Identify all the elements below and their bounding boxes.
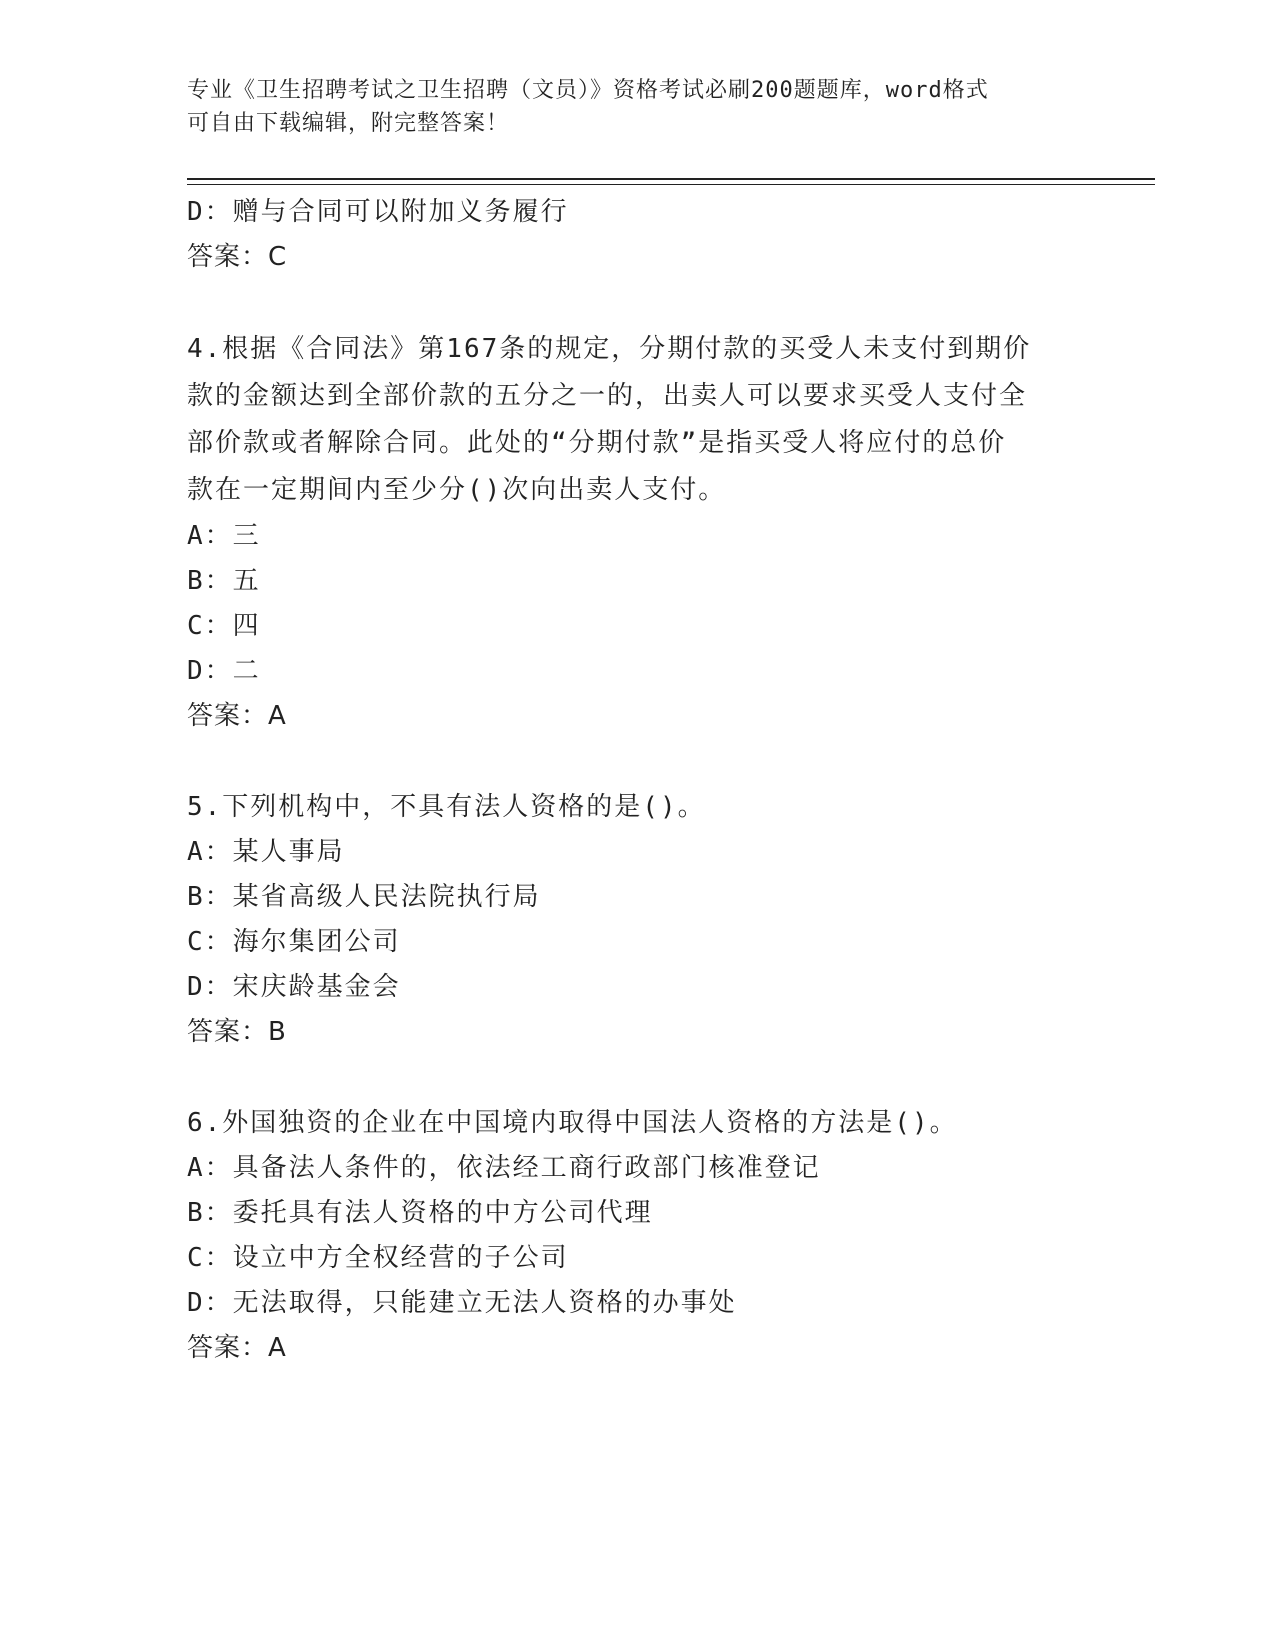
option-b: B：委托具有法人资格的中方公司代理: [187, 1198, 653, 1228]
question-stem-line: 部价款或者解除合同。此处的“分期付款”是指买受人将应付的总价: [187, 428, 1007, 458]
option-a: A：具备法人条件的，依法经工商行政部门核准登记: [187, 1153, 821, 1183]
answer-line: 答案：B: [187, 1017, 287, 1047]
question-spacer: [187, 280, 1087, 326]
question-stem: [187, 326, 1087, 514]
option-c: C：设立中方全权经营的子公司: [187, 1243, 569, 1273]
option-d: D：二: [187, 656, 261, 686]
option-d: D：宋庆龄基金会: [187, 972, 401, 1002]
question-6: [187, 1101, 1087, 1371]
question-stem-line: 4.根据《合同法》第167条的规定，分期付款的买受人未支付到期价: [187, 334, 1032, 364]
option-a: A：三: [187, 521, 261, 551]
question-spacer: [187, 739, 1087, 785]
option-d: D：赠与合同可以附加义务履行: [187, 197, 569, 227]
document-header: [187, 74, 1087, 140]
question-5: [187, 785, 1087, 1055]
question-stem: 6.外国独资的企业在中国境内取得中国法人资格的方法是()。: [187, 1108, 958, 1138]
answer-line: 答案：C: [187, 242, 288, 272]
answer-line: 答案：A: [187, 701, 287, 731]
option-c: C：四: [187, 611, 261, 641]
answer-line: 答案：A: [187, 1333, 287, 1363]
header-line-1: 专业《卫生招聘考试之卫生招聘（文员）》资格考试必刷200题题库，word格式: [187, 78, 989, 103]
option-c: C：海尔集团公司: [187, 927, 401, 957]
header-divider-thick: [187, 178, 1155, 180]
question-stem-line: 款在一定期间内至少分()次向出卖人支付。: [187, 475, 727, 505]
option-b: B：五: [187, 566, 261, 596]
question-spacer: [187, 1055, 1087, 1101]
option-b: B：某省高级人民法院执行局: [187, 882, 541, 912]
header-divider-thin: [187, 184, 1155, 185]
option-d: D：无法取得，只能建立无法人资格的办事处: [187, 1288, 737, 1318]
question-stem-line: 款的金额达到全部价款的五分之一的，出卖人可以要求买受人支付全: [187, 381, 1028, 411]
question-3: [187, 190, 1087, 280]
option-a: A：某人事局: [187, 837, 345, 867]
question-list: [187, 190, 1087, 1371]
question-stem: 5.下列机构中，不具有法人资格的是()。: [187, 792, 706, 822]
header-line-2: 可自由下载编辑，附完整答案！: [187, 111, 510, 136]
question-4: [187, 326, 1087, 739]
